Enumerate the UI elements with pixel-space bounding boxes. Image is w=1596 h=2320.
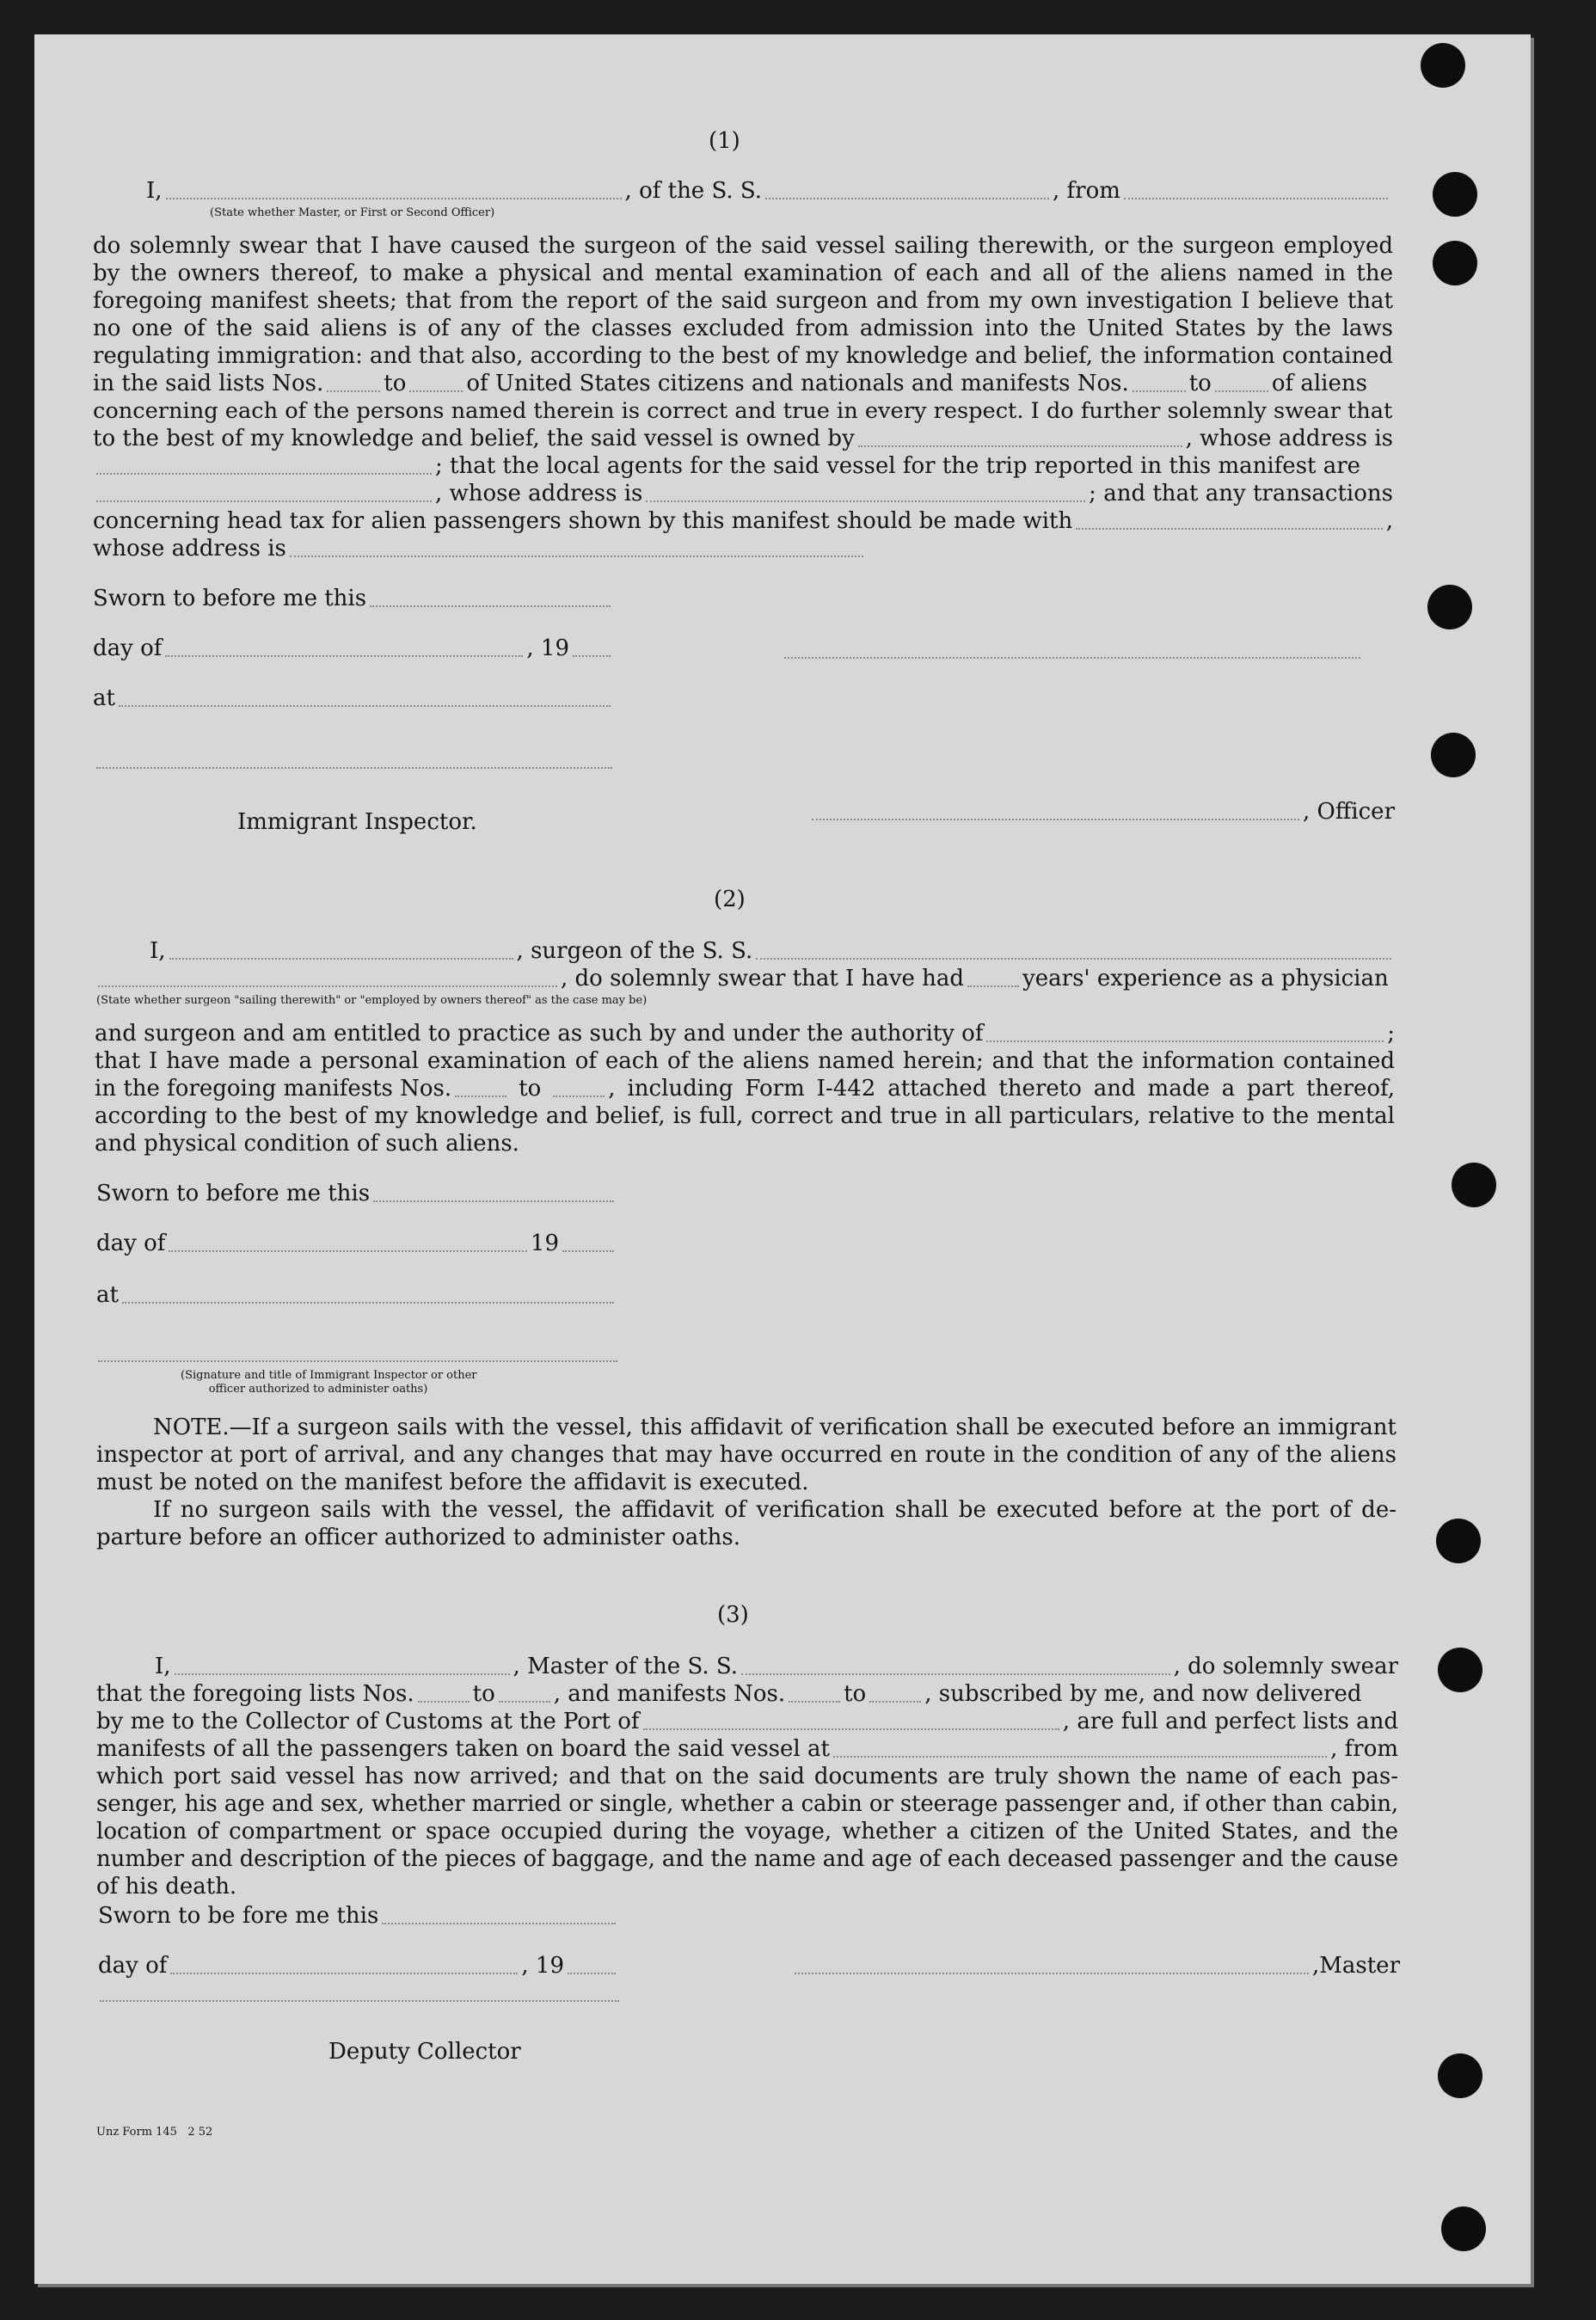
- section2-row1: and surgeon and am entitled to practice as such by and under the authority of ;: [95, 1021, 1395, 1046]
- boarding-port-field[interactable]: [833, 1756, 1327, 1758]
- sworn-date-field[interactable]: [370, 605, 611, 607]
- place-field[interactable]: [119, 705, 611, 707]
- section-number: (1): [709, 128, 740, 154]
- vessel-name-field[interactable]: [756, 958, 1391, 960]
- place-field[interactable]: [122, 1302, 614, 1304]
- sworn-line: Sworn to before me this: [93, 585, 614, 612]
- manifests-to-field[interactable]: [1215, 390, 1268, 392]
- lists-from-field[interactable]: [327, 390, 380, 392]
- deputy-collector-label: Deputy Collector: [328, 2039, 521, 2065]
- year-field[interactable]: [573, 655, 611, 657]
- punch-hole: [1431, 733, 1476, 777]
- section3-row2: that the foregoing lists Nos. to , and manifests Nos. to , subscribed by me, and now delivered: [96, 1681, 1362, 1707]
- punch-hole: [1441, 2206, 1486, 2251]
- punch-hole: [1436, 1519, 1481, 1563]
- head-tax-contact-field[interactable]: [1076, 528, 1383, 530]
- year-field[interactable]: [562, 1250, 614, 1252]
- text: I,: [146, 178, 163, 204]
- manifests-to-field[interactable]: [869, 1701, 921, 1703]
- head-tax-address-field[interactable]: [290, 555, 863, 557]
- lists-to-field[interactable]: [409, 390, 463, 392]
- sworn-line: Sworn to before me this: [96, 1180, 617, 1207]
- inspector-label: Immigrant Inspector.: [237, 809, 477, 835]
- note-paragraph: [96, 1414, 1396, 1551]
- signature-line[interactable]: [784, 657, 1360, 659]
- punch-hole: [1438, 1648, 1482, 1692]
- section3-row4: manifests of all the passengers taken on board the said vessel at , from: [96, 1736, 1398, 1762]
- local-agents-field[interactable]: [96, 500, 432, 502]
- manifests-from-field[interactable]: [789, 1701, 840, 1703]
- agents-address-field[interactable]: [646, 500, 1085, 502]
- section3-line1: I, , Master of the S. S. , do solemnly swear: [155, 1654, 1398, 1679]
- section3-paragraph: [96, 1763, 1398, 1900]
- from-port-field[interactable]: [1124, 198, 1388, 199]
- vessel-name-field[interactable]: [765, 198, 1049, 199]
- section1-row11: concerning head tax for alien passengers shown by this manifest should be made with ,: [93, 508, 1393, 534]
- text-row: parture before an officer authorized to administer oaths.: [96, 1525, 741, 1550]
- manifest-affidavit-sheet: [34, 34, 1531, 2284]
- month-field[interactable]: [170, 1973, 518, 1974]
- section1-line1: [146, 177, 1391, 205]
- field-note: (State whether surgeon "sailing therewith" or "employed by owners thereof" as the case may be): [96, 994, 648, 1007]
- inspector-signature-line[interactable]: [98, 1360, 617, 1362]
- master-signature-field[interactable]: [795, 1973, 1309, 1974]
- section1-row12: whose address is: [93, 535, 867, 562]
- section1-row9: ; that the local agents for the said vessel for the trip reported in this manifest are: [93, 452, 1393, 480]
- sworn-line: Sworn to be fore me this: [98, 1902, 619, 1930]
- text-row: location of compartment or space occupied during the voyage, whether a citizen of the United States, and the: [96, 1819, 1398, 1844]
- month-field[interactable]: [165, 655, 523, 657]
- text: , of the S. S.: [624, 178, 763, 204]
- section2-line1: I, , surgeon of the S. S.: [150, 937, 1395, 965]
- section1-row7: concerning each of the persons named therein is correct and true in every respect. I do further solemnly swear that: [93, 398, 1393, 424]
- master-officer-field[interactable]: [166, 198, 622, 199]
- manifests-from-field[interactable]: [455, 1096, 506, 1097]
- port-field[interactable]: [643, 1728, 1059, 1730]
- month-field[interactable]: [169, 1250, 527, 1252]
- section3-row3: by me to the Collector of Customs at the Port of , are full and perfect lists and: [96, 1709, 1398, 1734]
- years-experience-field[interactable]: [967, 985, 1019, 987]
- master-name-field[interactable]: [175, 1673, 510, 1675]
- section2-row3: in the foregoing manifests Nos. to , including Form I-442 attached thereto and made a part thereof,: [95, 1076, 1395, 1102]
- lists-to-field[interactable]: [499, 1701, 550, 1703]
- at-line: at: [96, 1281, 617, 1309]
- manifests-to-field[interactable]: [553, 1096, 605, 1097]
- surgeon-name-field[interactable]: [169, 958, 513, 960]
- punch-hole: [1433, 172, 1477, 217]
- day-of-line: day of , 19: [93, 635, 614, 662]
- sworn-date-field[interactable]: [382, 1923, 616, 1924]
- at-line: at: [93, 684, 614, 712]
- section-number: (2): [714, 887, 746, 912]
- section2-paragraph: [95, 1047, 1395, 1075]
- day-of-line: day of , 19: [98, 1952, 619, 1979]
- section2-line2: , do solemnly swear that I have had years' experience as a physician: [95, 965, 1395, 992]
- sworn-date-field[interactable]: [373, 1200, 614, 1202]
- text-row: regulating immigration: and that also, according to the best of my knowledge and belief, the information contained: [93, 343, 1393, 369]
- signature-note: (Signature and title of Immigrant Inspector or other officer authorized to administer oaths): [181, 1369, 477, 1396]
- vessel-name-field[interactable]: [741, 1673, 1170, 1675]
- owner-address-field[interactable]: [96, 473, 432, 475]
- punch-hole: [1452, 1163, 1496, 1207]
- manifests-from-field[interactable]: [1133, 390, 1186, 392]
- section1-row10: , whose address is ; and that any transactions: [93, 480, 1393, 507]
- text-row: must be noted on the manifest before the affidavit is executed.: [96, 1470, 809, 1495]
- section1-paragraph: [93, 232, 1393, 370]
- text-row: number and description of the pieces of baggage, and the name and age of each deceased passenger and the cause: [96, 1846, 1398, 1872]
- punch-hole: [1427, 585, 1472, 629]
- day-of-line: day of 19: [96, 1230, 617, 1257]
- text-row: NOTE.—If a surgeon sails with the vessel, this affidavit of verification shall be executed before an immigrant: [153, 1415, 1396, 1440]
- surgeon-status-field[interactable]: [98, 985, 557, 987]
- lists-from-field[interactable]: [418, 1701, 470, 1703]
- authority-field[interactable]: [986, 1040, 1384, 1042]
- inspector-signature-line[interactable]: [96, 767, 612, 769]
- master-signature-line: ,Master: [791, 1952, 1400, 1979]
- field-note: (State whether Master, or First or Second Officer): [210, 206, 495, 219]
- text-row: If no surgeon sails with the vessel, the affidavit of verification shall be executed before at the port of de-: [153, 1497, 1396, 1523]
- punch-hole: [1433, 241, 1477, 285]
- punch-hole: [1438, 2053, 1482, 2098]
- section1-row8: to the best of my knowledge and belief, the said vessel is owned by , whose address is: [93, 426, 1393, 451]
- text-row: inspector at port of arrival, and any changes that may have occurred en route in the condition of any of the aliens: [96, 1442, 1396, 1468]
- text: , from: [1053, 178, 1120, 204]
- text-row: senger, his age and sex, whether married or single, whether a cabin or steerage passenger and, if other than cabin,: [96, 1791, 1398, 1817]
- year-field[interactable]: [568, 1973, 616, 1974]
- officer-line: , Officer: [808, 798, 1395, 826]
- text-row: by the owners thereof, to make a physical and mental examination of each and all of the aliens named in the: [93, 261, 1393, 286]
- section1-row6: in the said lists Nos. to of United States citizens and nationals and manifests Nos. to of aliens: [93, 371, 1367, 396]
- form-number: Unz Form 145 2 52: [96, 2126, 213, 2139]
- text-row: foregoing manifest sheets; that from the report of the said surgeon and from my own investigation I believe that: [93, 288, 1393, 314]
- punch-hole: [1421, 43, 1465, 88]
- text-row: of his death.: [96, 1874, 237, 1900]
- officer-signature-field[interactable]: [812, 819, 1299, 820]
- text-row: that I have made a personal examination of each of the aliens named herein; and that the information contained: [95, 1048, 1395, 1074]
- section2-paragraph-end: [95, 1102, 1395, 1157]
- deputy-signature-line[interactable]: [100, 2000, 619, 2002]
- text-row: and physical condition of such aliens.: [95, 1131, 519, 1157]
- text-row: which port said vessel has now arrived; and that on the said documents are truly shown the name of each pas-: [96, 1764, 1398, 1789]
- owner-field[interactable]: [858, 445, 1182, 447]
- text-row: according to the best of my knowledge and belief, is full, correct and true in all particulars, relative to the mental: [95, 1103, 1395, 1129]
- text-row: do solemnly swear that I have caused the surgeon of the said vessel sailing therewith, or the surgeon employed: [93, 233, 1393, 259]
- text-row: no one of the said aliens is of any of the classes excluded from admission into the United States by the laws: [93, 316, 1393, 341]
- section-number: (3): [717, 1602, 749, 1628]
